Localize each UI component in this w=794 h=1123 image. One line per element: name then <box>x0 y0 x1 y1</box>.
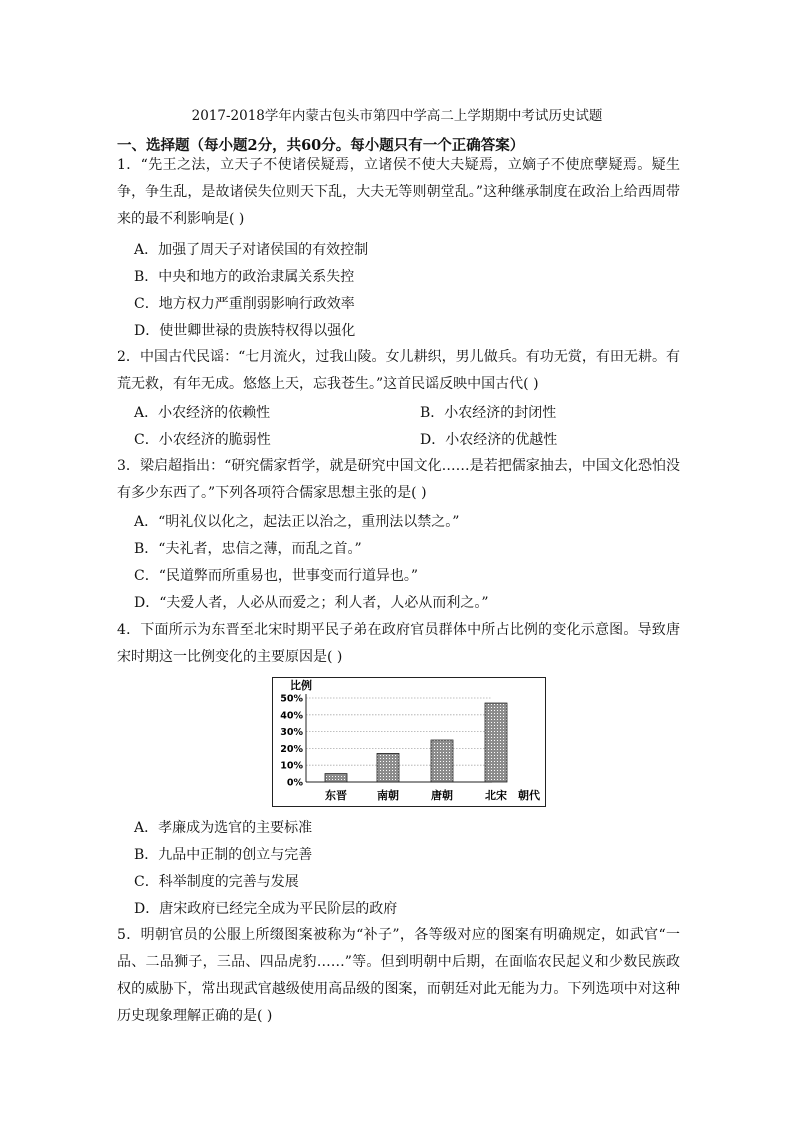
chart-x-tick-label: 南朝 <box>377 789 399 802</box>
question-1-option-d: D．使世卿世禄的贵族特权得以强化 <box>134 323 356 339</box>
question-1-stem: 1．“先王之法，立天子不使诸侯疑焉，立诸侯不使大夫疑焉，立嫡子不使庶孽疑焉。疑生争，争生乱，是故诸侯失位则天下乱，大夫无等则朝堂乱。”这种继承制度在政治上给西周带来的最不利影响是( ) <box>117 157 680 227</box>
question-3-stem: 3．梁启超指出：“研究儒家哲学，就是研究中国文化……是若把儒家抽去，中国文化恐怕没有多少东西了。”下列各项符合儒家思想主张的是( ) <box>117 458 680 501</box>
question-3-option-b: B．“夫礼者，忠信之薄，而乱之首。” <box>134 541 362 557</box>
chart-y-tick-label: 50% <box>280 693 303 705</box>
question-3-option-a: A．“明礼仪以化之，起法正以治之，重刑法以禁之。” <box>134 514 460 530</box>
chart-x-axis-label: 朝代 <box>518 789 540 802</box>
question-4-option-d: D．唐宋政府已经完全成为平民阶层的政府 <box>134 901 398 917</box>
question-4-option-b: B．九品中正制的创立与完善 <box>134 847 313 863</box>
chart-x-tick-label: 唐朝 <box>431 789 453 802</box>
question-2-option-d: D．小农经济的优越性 <box>420 432 558 448</box>
question-1-option-c: C．地方权力严重削弱影响行政效率 <box>134 296 355 312</box>
chart-y-tick-label: 40% <box>280 710 303 722</box>
chart-bar <box>431 740 453 782</box>
chart-bar <box>377 753 399 782</box>
chart-y-tick-label: 20% <box>280 743 303 755</box>
question-3-option-c: C．“民道弊而所重易也，世事变而行道异也。” <box>134 568 419 584</box>
question-3-option-d: D．“夫爱人者，人必从而爱之；利人者，人必从而利之。” <box>134 595 489 611</box>
question-4-stem: 4．下面所示为东晋至北宋时期平民子弟在政府官员群体中所占比例的变化示意图。导致唐宋时期这一比例变化的主要原因是( ) <box>117 622 680 665</box>
question-1-option-a: A．加强了周天子对诸侯国的有效控制 <box>134 242 369 258</box>
ratio-bar-chart <box>272 677 546 807</box>
question-2-option-c: C．小农经济的脆弱性 <box>134 432 271 448</box>
chart-bar <box>325 774 347 782</box>
question-2-option-b: B．小农经济的封闭性 <box>420 405 557 421</box>
question-4-option-c: C．科举制度的完善与发展 <box>134 874 299 890</box>
chart-x-tick-label: 北宋 <box>485 789 507 802</box>
question-4-option-a: A．孝廉成为选官的主要标准 <box>134 820 313 836</box>
question-5-stem: 5．明朝官员的公服上所缀图案被称为“补子”，各等级对应的图案有明确规定，如武官“一品、二品狮子，三品、四品虎豹……”等。但到明朝中后期，在面临农民起义和少数民族政权的威胁下，常出现武官越级使用高品级的图案，而朝廷对此无能为力。下列选项中对这种历史现象理解正确的是( ) <box>117 927 680 1024</box>
chart-y-tick-label: 0% <box>286 777 303 789</box>
chart-x-tick-label: 东晋 <box>325 789 347 802</box>
question-2-option-a: A．小农经济的依赖性 <box>134 405 271 421</box>
chart-bar <box>485 703 507 782</box>
chart-y-tick-label: 10% <box>280 760 303 772</box>
question-1-option-b: B．中央和地方的政治隶属关系失控 <box>134 269 355 285</box>
chart-y-tick-label: 30% <box>280 727 303 739</box>
chart-y-axis-label: 比例 <box>290 679 312 692</box>
question-2-stem: 2．中国古代民谣：“七月流火，过我山陵。女儿耕织，男儿做兵。有功无赏，有田无耕。有荒无救，有年无成。悠悠上天，忘我苍生。”这首民谣反映中国古代( ) <box>117 349 680 392</box>
exam-title: 2017-2018学年内蒙古包头市第四中学高二上学期期中考试历史试题 <box>191 108 603 124</box>
section-header: 一、选择题（每小题2分，共60分。每小题只有一个正确答案） <box>117 137 525 154</box>
